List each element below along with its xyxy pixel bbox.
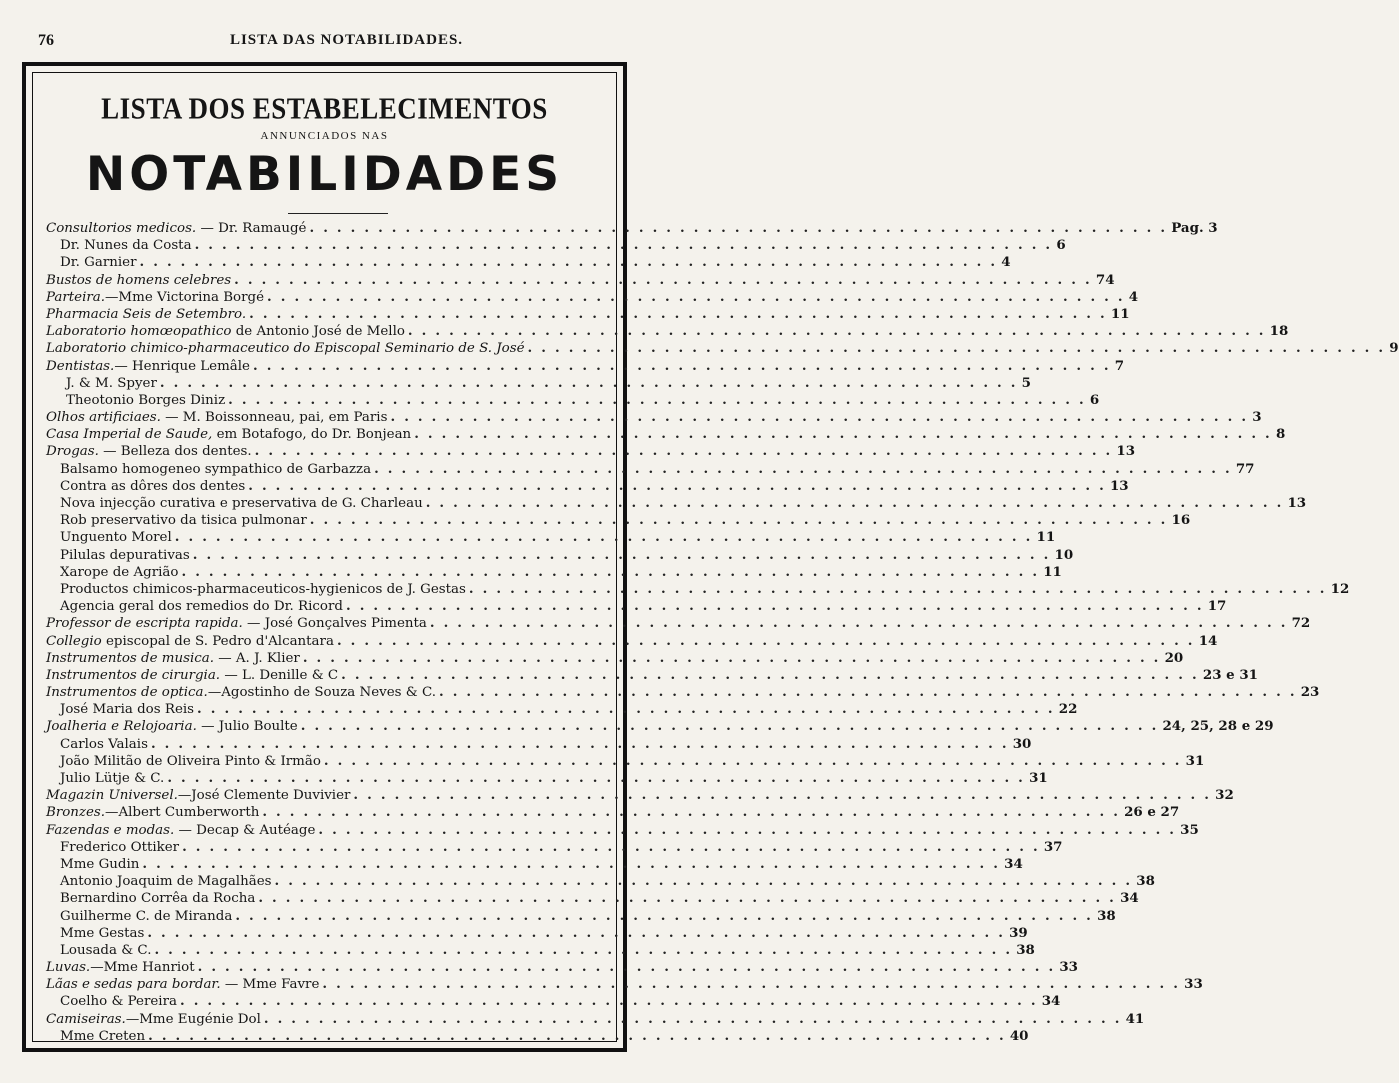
dot-leader: . . . . . . . . . . . . . . . . . . . . . . . . . . . . . . . . . . . . . . . . . . . . . . . . . . . . . . . . . . . . . . . [438, 684, 1297, 701]
entry-name: Unguento Morel [60, 530, 172, 546]
entry-label [46, 564, 178, 581]
entry-label [46, 633, 334, 650]
list-item [46, 288, 1139, 306]
entry-name: Mme Creten [60, 1028, 146, 1044]
list-item [46, 666, 1258, 684]
entry-name: Frederico Ottiker [60, 839, 180, 855]
list-item [46, 615, 1311, 632]
entry-label [46, 839, 179, 856]
entry-name: Bernardino Corrêa da Rocha [60, 891, 256, 907]
dot-leader: . . . . . . . . . . . . . . . . . . . . . . . . . . . . . . . . . . . . . . . . . . . . . . . . . . . . . . . . . . . . . . . [181, 563, 1040, 580]
entry-page: 33 [1059, 959, 1078, 976]
dot-leader: . . . . . . . . . . . . . . . . . . . . . . . . . . . . . . . . . . . . . . . . . . . . . . . . . . . . . . . . . . . . . . . [147, 924, 1006, 941]
entry-label [46, 976, 319, 993]
entry-category: Laboratorio chimico-pharmaceutico do Episcopal Seminario de S. José [46, 341, 525, 357]
dot-leader: . . . . . . . . . . . . . . . . . . . . . . . . . . . . . . . . . . . . . . . . . . . . . . . . . . . . . . . . . . . . . . . [258, 890, 1117, 907]
dot-leader: . . . . . . . . . . . . . . . . . . . . . . . . . . . . . . . . . . . . . . . . . . . . . . . . . . . . . . . . . . . . . . . [341, 666, 1199, 683]
entry-label [46, 461, 371, 478]
list-item [46, 993, 1061, 1010]
dot-leader: . . . . . . . . . . . . . . . . . . . . . . . . . . . . . . . . . . . . . . . . . . . . . . . . . . . . . . . . . . . . . . . [322, 976, 1181, 993]
dot-leader: . . . . . . . . . . . . . . . . . . . . . . . . . . . . . . . . . . . . . . . . . . . . . . . . . . . . . . . . . . . . . . . [274, 873, 1133, 890]
entry-name: — L. Denille & C [220, 667, 339, 683]
list-item [46, 735, 1032, 753]
entry-page: 5 [1021, 374, 1031, 391]
entry-page: 74 [1095, 271, 1115, 288]
entry-name: —Agostinho de Souza Neves & C. [207, 685, 436, 701]
dot-leader: . . . . . . . . . . . . . . . . . . . . . . . . . . . . . . . . . . . . . . . . . . . . . . . . . . . . . . . . . . . . . . . [179, 993, 1038, 1010]
list-item [46, 460, 1255, 478]
entry-page: 35 [1180, 821, 1199, 838]
dot-leader: . . . . . . . . . . . . . . . . . . . . . . . . . . . . . . . . . . . . . . . . . . . . . . . . . . . . . . . . . . . . . . . [154, 941, 1013, 958]
entry-page: 34 [1041, 993, 1061, 1010]
dot-leader: . . . . . . . . . . . . . . . . . . . . . . . . . . . . . . . . . . . . . . . . . . . . . . . . . . . . . . . . . . . . . . . [353, 787, 1212, 804]
entry-name: Pilulas depurativas [60, 547, 190, 563]
entry-name: Xarope de Agrião [60, 564, 179, 580]
list-item [46, 1027, 1029, 1045]
dot-leader: . . . . . . . . . . . . . . . . . . . . . . . . . . . . . . . . . . . . . . . . . . . . . . . . . . . . . . . . . . . . . . . [336, 632, 1195, 649]
entry-category: Laboratorio homœopathico [46, 324, 232, 340]
entry-page: 34 [1004, 855, 1023, 872]
entry-name: — Dr. Ramaugé [196, 221, 307, 236]
entry-label [46, 581, 466, 598]
entry-category: Parteira. [46, 289, 106, 305]
entry-page: 18 [1269, 323, 1289, 340]
entry-name: —Mme Hanriot [90, 960, 195, 976]
dot-leader: . . . . . . . . . . . . . . . . . . . . . . . . . . . . . . . . . . . . . . . . . . . . . . . . . . . . . . . . . . . . . . . [248, 477, 1106, 494]
dot-leader: . . . . . . . . . . . . . . . . . . . . . . . . . . . . . . . . . . . . . . . . . . . . . . . . . . . . . . . . . . . . . . . [228, 391, 1086, 408]
entry-page: 77 [1235, 460, 1255, 477]
entry-label [46, 272, 231, 289]
entry-label [46, 443, 252, 460]
entry-page: 16 [1171, 512, 1191, 529]
entry-name: Theotonio Borges Diniz [66, 392, 226, 408]
heading-sub: ANNUNCIADOS NAS [260, 130, 389, 142]
entry-page: 38 [1016, 941, 1035, 958]
list-item [46, 890, 1139, 907]
list-item [46, 598, 1227, 615]
entry-page: 39 [1009, 924, 1028, 941]
entry-label [46, 529, 172, 546]
list-item [46, 237, 1066, 254]
entry-name: em Botafogo, do Dr. Bonjean [212, 427, 412, 443]
entry-page: 38 [1136, 873, 1155, 890]
dot-leader: . . . . . . . . . . . . . . . . . . . . . . . . . . . . . . . . . . . . . . . . . . . . . . . . . . . . . . . . . . . . . . . [167, 770, 1026, 786]
dot-leader: . . . . . . . . . . . . . . . . . . . . . . . . . . . . . . . . . . . . . . . . . . . . . . . . . . . . . . . . . . . . . . . [300, 718, 1159, 735]
entry-name: Mme Gudin [60, 856, 140, 872]
dot-leader: . . . . . . . . . . . . . . . . . . . . . . . . . . . . . . . . . . . . . . . . . . . . . . . . . . . . . . . . . . . . . . . [302, 649, 1161, 666]
entry-label [46, 409, 387, 426]
list-item [46, 770, 1048, 787]
entry-category: Pharmacia Seis de Setembro. [46, 306, 247, 322]
dot-leader: . . . . . . . . . . . . . . . . . . . . . . . . . . . . . . . . . . . . . . . . . . . . . . . . . . . . . . . . . . . . . . . [374, 460, 1232, 477]
entry-label [46, 495, 423, 512]
dot-leader: . . . . . . . . . . . . . . . . . . . . . . . . . . . . . . . . . . . . . . . . . . . . . . . . . . . . . . . . . . . . . . . [182, 838, 1040, 855]
list-item [46, 924, 1028, 942]
entry-page: 23 [1300, 684, 1320, 701]
list-item [46, 409, 1262, 426]
dot-leader: . . . . . . . . . . . . . . . . . . . . . . . . . . . . . . . . . . . . . . . . . . . . . . . . . . . . . . . . . . . . . . . [148, 1027, 1006, 1044]
entry-label [46, 856, 139, 873]
entry-page: 26 e 27 [1124, 804, 1180, 821]
page-frame-inner [32, 72, 1399, 1044]
entry-label [46, 598, 343, 615]
entry-page: 6 [1056, 237, 1066, 254]
list-item [46, 391, 1100, 409]
entry-category: Casa Imperial de Saude, [46, 427, 213, 443]
entry-name: — Decap & Autéage [174, 822, 316, 838]
entry-label [46, 701, 194, 718]
dot-leader: . . . . . . . . . . . . . . . . . . . . . . . . . . . . . . . . . . . . . . . . . . . . . . . . . . . . . . . . . . . . . . . [309, 220, 1168, 236]
list-item [46, 512, 1191, 529]
entry-page: 38 [1097, 907, 1116, 924]
entry-label [46, 890, 255, 907]
entry-name: Balsamo homogeneo sympathico de Garbazza [60, 461, 372, 477]
entry-name: — A. J. Klier [213, 650, 300, 666]
entry-page: 30 [1012, 735, 1032, 752]
list-item [46, 838, 1063, 856]
list-item [46, 546, 1074, 564]
entry-label [46, 323, 405, 340]
list-item [46, 1010, 1145, 1028]
entry-label [46, 306, 246, 323]
dot-leader: . . . . . . . . . . . . . . . . . . . . . . . . . . . . . . . . . . . . . . . . . . . . . . . . . . . . . . . . . . . . . . . [234, 271, 1092, 288]
dot-leader: . . . . . . . . . . . . . . . . . . . . . . . . . . . . . . . . . . . . . . . . . . . . . . . . . . . . . . . . . . . . . . . [407, 323, 1266, 340]
entry-name: João Militão de Oliveira Pinto & Irmão [60, 753, 321, 769]
dot-leader: . . . . . . . . . . . . . . . . . . . . . . . . . . . . . . . . . . . . . . . . . . . . . . . . . . . . . . . . . . . . . . . [194, 237, 1053, 254]
entry-page: 17 [1207, 598, 1227, 615]
entry-name: Julio Lütje & C. [60, 771, 165, 786]
dot-leader: . . . . . . . . . . . . . . . . . . . . . . . . . . . . . . . . . . . . . . . . . . . . . . . . . . . . . . . . . . . . . . . [323, 752, 1182, 769]
entry-name: J. & M. Spyer [66, 375, 157, 391]
entry-name: Guilherme C. de Miranda [60, 908, 233, 924]
entry-page: 4 [1001, 254, 1011, 271]
entry-page: 3 [1252, 409, 1262, 426]
entry-label [46, 770, 164, 787]
entry-name: Nova injecção curativa e preservativa de G. Charleau [60, 496, 423, 511]
list-item [46, 701, 1078, 718]
entry-label [46, 547, 190, 564]
list-item [46, 305, 1130, 323]
entry-label [46, 753, 321, 770]
list-item [46, 821, 1199, 839]
entry-page: 13 [1287, 495, 1307, 511]
establishment-list [46, 220, 1399, 1045]
entry-category: Camiseiras. [46, 1011, 126, 1027]
entry-label [46, 993, 177, 1010]
entry-page: 40 [1009, 1027, 1029, 1044]
entry-name: de Antonio José de Mello [231, 324, 405, 340]
entry-category: Lãas e sedas para bordar. [46, 977, 221, 993]
dot-leader: . . . . . . . . . . . . . . . . . . . . . . . . . . . . . . . . . . . . . . . . . . . . . . . . . . . . . . . . . . . . . . . [425, 495, 1284, 511]
entry-page: 20 [1164, 649, 1184, 666]
entry-label [46, 358, 250, 375]
entry-name: — Henrique Lemâle [114, 358, 250, 374]
list-item [46, 529, 1056, 546]
list-item [46, 873, 1155, 890]
entry-page: 22 [1058, 701, 1078, 718]
dot-leader: . . . . . . . . . . . . . . . . . . . . . . . . . . . . . . . . . . . . . . . . . . . . . . . . . . . . . . . . . . . . . . . [527, 340, 1386, 357]
entry-page: 8 [1275, 426, 1286, 443]
entry-category: Dentistas. [46, 358, 115, 374]
entry-category: Joalheria e Relojoaria. [46, 719, 197, 735]
list-item [46, 718, 1274, 735]
heading-rule [288, 213, 388, 214]
entry-label [46, 375, 157, 392]
entry-page: 34 [1120, 890, 1139, 907]
entry-name: José Maria dos Reis [60, 702, 195, 718]
entry-category: Fazendas e modas. [46, 822, 175, 838]
heading-notabilidades: NOTABILIDADES [85, 147, 564, 202]
entry-category: Luvas. [46, 960, 91, 976]
entry-label [46, 908, 232, 925]
entry-page: 11 [1043, 563, 1062, 580]
dot-leader: . . . . . . . . . . . . . . . . . . . . . . . . . . . . . . . . . . . . . . . . . . . . . . . . . . . . . . . . . . . . . . . [174, 529, 1033, 546]
entry-label [46, 942, 151, 959]
list-item [46, 752, 1205, 770]
entry-name: Antonio Joaquim de Magalhães [60, 874, 272, 890]
page-number: 76 [38, 32, 54, 49]
entry-label [46, 512, 307, 529]
list-item [46, 684, 1320, 701]
entry-page: 10 [1054, 546, 1074, 563]
entry-name: — Julio Boulte [196, 719, 298, 735]
entry-name: —Mme Victorina Borgé [105, 289, 265, 305]
list-item [46, 787, 1234, 804]
entry-label [46, 340, 525, 357]
entry-label [46, 478, 245, 495]
entry-page: 13 [1109, 477, 1129, 494]
entry-category: Collegio [46, 633, 102, 649]
entry-page: 32 [1215, 787, 1234, 804]
dot-leader: . . . . . . . . . . . . . . . . . . . . . . . . . . . . . . . . . . . . . . . . . . . . . . . . . . . . . . . . . . . . . . . [197, 959, 1056, 976]
entry-name: episcopal de S. Pedro d'Alcantara [101, 633, 334, 649]
entry-label [46, 615, 427, 632]
list-item [46, 443, 1136, 460]
entry-page: 12 [1330, 580, 1350, 597]
entry-label [46, 925, 144, 942]
entry-name: Productos chimicos-pharmaceuticos-hygienicos de J. Gestas [60, 581, 466, 597]
list-item [46, 941, 1035, 959]
entry-name: Rob preservativo da tisica pulmonar [60, 513, 307, 529]
entry-page: 31 [1029, 770, 1048, 786]
dot-leader: . . . . . . . . . . . . . . . . . . . . . . . . . . . . . . . . . . . . . . . . . . . . . . . . . . . . . . . . . . . . . . . [139, 254, 998, 271]
dot-leader: . . . . . . . . . . . . . . . . . . . . . . . . . . . . . . . . . . . . . . . . . . . . . . . . . . . . . . . . . . . . . . . [468, 580, 1327, 597]
dot-leader: . . . . . . . . . . . . . . . . . . . . . . . . . . . . . . . . . . . . . . . . . . . . . . . . . . . . . . . . . . . . . . . [309, 512, 1168, 529]
entry-category: Consultorios medicos. [46, 221, 197, 236]
entry-name: Dr. Nunes da Costa [60, 238, 192, 254]
list-item [46, 426, 1286, 443]
dot-leader: . . . . . . . . . . . . . . . . . . . . . . . . . . . . . . . . . . . . . . . . . . . . . . . . . . . . . . . . . . . . . . . [150, 735, 1009, 752]
dot-leader: . . . . . . . . . . . . . . . . . . . . . . . . . . . . . . . . . . . . . . . . . . . . . . . . . . . . . . . . . . . . . . . [159, 374, 1018, 391]
dot-leader: . . . . . . . . . . . . . . . . . . . . . . . . . . . . . . . . . . . . . . . . . . . . . . . . . . . . . . . . . . . . . . . [414, 426, 1272, 443]
list-item [46, 632, 1218, 650]
entry-name: —Mme Eugénie Dol [125, 1011, 261, 1027]
entry-page: 72 [1291, 615, 1311, 632]
entry-name: — M. Boissonneau, pai, em Paris [160, 410, 388, 426]
entry-label [46, 650, 300, 667]
entry-name: — Belleza dos dentes. [98, 444, 252, 460]
list-item [46, 357, 1125, 375]
list-item [46, 580, 1350, 598]
entry-category: Instrumentos de optica. [46, 685, 208, 701]
dot-leader: . . . . . . . . . . . . . . . . . . . . . . . . . . . . . . . . . . . . . . . . . . . . . . . . . . . . . . . . . . . . . . . [197, 701, 1055, 718]
entry-name: Dr. Garnier [60, 255, 137, 271]
list-item [46, 254, 1011, 271]
entry-label [46, 684, 436, 701]
entry-name: — José Gonçalves Pimenta [242, 616, 427, 632]
entry-label [46, 1011, 261, 1028]
entry-label [46, 237, 192, 254]
entry-label [46, 220, 306, 237]
list-item [46, 804, 1180, 821]
entry-page: 11 [1110, 305, 1130, 322]
entry-label [46, 787, 350, 804]
running-title: LISTA DAS NOTABILIDADES. [229, 32, 464, 48]
entry-name: Carlos Valais [60, 736, 148, 752]
entry-page: 4 [1128, 288, 1139, 305]
entry-label [46, 804, 259, 821]
list-item [46, 271, 1115, 289]
dot-leader: . . . . . . . . . . . . . . . . . . . . . . . . . . . . . . . . . . . . . . . . . . . . . . . . . . . . . . . . . . . . . . . [267, 288, 1125, 305]
list-item [46, 323, 1289, 340]
entry-name: —Albert Cumberworth [105, 805, 260, 821]
entry-category: Professor de escripta rapida. [46, 616, 243, 632]
entry-page: 41 [1125, 1010, 1145, 1027]
entry-label [46, 254, 137, 271]
entry-label [46, 873, 272, 890]
dot-leader: . . . . . . . . . . . . . . . . . . . . . . . . . . . . . . . . . . . . . . . . . . . . . . . . . . . . . . . . . . . . . . . [254, 443, 1113, 460]
entry-label [46, 959, 195, 976]
entry-label [46, 392, 225, 409]
entry-label [46, 718, 298, 735]
dot-leader: . . . . . . . . . . . . . . . . . . . . . . . . . . . . . . . . . . . . . . . . . . . . . . . . . . . . . . . . . . . . . . . [345, 598, 1204, 615]
dot-leader: . . . . . . . . . . . . . . . . . . . . . . . . . . . . . . . . . . . . . . . . . . . . . . . . . . . . . . . . . . . . . . . [252, 357, 1111, 374]
dot-leader: . . . . . . . . . . . . . . . . . . . . . . . . . . . . . . . . . . . . . . . . . . . . . . . . . . . . . . . . . . . . . . . [235, 907, 1094, 924]
entry-category: Drogas. [46, 444, 99, 460]
entry-name: Contra as dôres dos dentes [60, 478, 246, 494]
entry-label [46, 289, 264, 306]
list-item [46, 477, 1129, 495]
dot-leader: . . . . . . . . . . . . . . . . . . . . . . . . . . . . . . . . . . . . . . . . . . . . . . . . . . . . . . . . . . . . . . . [429, 615, 1288, 632]
entry-label [46, 1028, 145, 1045]
dot-leader: . . . . . . . . . . . . . . . . . . . . . . . . . . . . . . . . . . . . . . . . . . . . . . . . . . . . . . . . . . . . . . . [249, 305, 1107, 322]
entry-name: Mme Gestas [60, 925, 145, 941]
entry-category: Instrumentos de musica. [46, 650, 214, 666]
list-item [46, 976, 1203, 993]
dot-leader: . . . . . . . . . . . . . . . . . . . . . . . . . . . . . . . . . . . . . . . . . . . . . . . . . . . . . . . . . . . . . . . [390, 409, 1249, 426]
list-item [46, 220, 1218, 237]
entry-page: 33 [1184, 976, 1203, 993]
entry-label [46, 736, 148, 753]
dot-leader: . . . . . . . . . . . . . . . . . . . . . . . . . . . . . . . . . . . . . . . . . . . . . . . . . . . . . . . . . . . . . . . [318, 821, 1177, 838]
list-item [46, 374, 1031, 392]
entry-page: 37 [1043, 838, 1063, 855]
heading-main: LISTA DOS ESTABELECIMENTOS [101, 90, 548, 126]
dot-leader: . . . . . . . . . . . . . . . . . . . . . . . . . . . . . . . . . . . . . . . . . . . . . . . . . . . . . . . . . . . . . . . [192, 546, 1051, 563]
entry-page: 14 [1198, 632, 1218, 649]
entry-category: Bronzes. [46, 805, 106, 821]
entry-page: 7 [1114, 357, 1125, 374]
list-item [46, 563, 1062, 581]
entry-label [46, 822, 315, 839]
entry-category: Instrumentos de cirurgia. [46, 667, 221, 683]
entry-category: Olhos artificiaes. [46, 410, 161, 426]
entry-label [46, 667, 338, 684]
list-item [46, 855, 1023, 873]
entry-name: — Mme Favre [220, 977, 320, 993]
list-item [46, 907, 1116, 925]
list-item [46, 959, 1078, 976]
entry-page: 11 [1036, 529, 1056, 546]
entry-label [46, 426, 411, 443]
entry-page: 9 [1389, 340, 1399, 357]
running-head [34, 30, 659, 52]
list-item [46, 495, 1307, 512]
entry-page: 23 e 31 [1202, 666, 1258, 683]
entry-name: Coelho & Pereira [60, 994, 177, 1010]
entry-page: 24, 25, 28 e 29 [1162, 718, 1274, 735]
entry-category: Bustos de homens celebres [46, 272, 232, 288]
dot-leader: . . . . . . . . . . . . . . . . . . . . . . . . . . . . . . . . . . . . . . . . . . . . . . . . . . . . . . . . . . . . . . . [142, 855, 1001, 872]
page-frame [22, 62, 1399, 1052]
entry-page: 13 [1116, 443, 1136, 460]
entry-page: Pag. 3 [1171, 220, 1218, 236]
entry-category: Magazin Universel. [46, 788, 178, 804]
entry-page: 6 [1089, 391, 1100, 408]
entry-name: Agencia geral dos remedios do Dr. Ricord [60, 599, 343, 615]
entry-name: Lousada & C. [60, 942, 152, 958]
entry-page: 31 [1185, 752, 1205, 769]
dot-leader: . . . . . . . . . . . . . . . . . . . . . . . . . . . . . . . . . . . . . . . . . . . . . . . . . . . . . . . . . . . . . . . [262, 804, 1121, 821]
dot-leader: . . . . . . . . . . . . . . . . . . . . . . . . . . . . . . . . . . . . . . . . . . . . . . . . . . . . . . . . . . . . . . . [263, 1010, 1122, 1027]
entry-name: —José Clemente Duvivier [177, 788, 351, 804]
list-item [46, 649, 1184, 667]
list-item [46, 340, 1399, 357]
